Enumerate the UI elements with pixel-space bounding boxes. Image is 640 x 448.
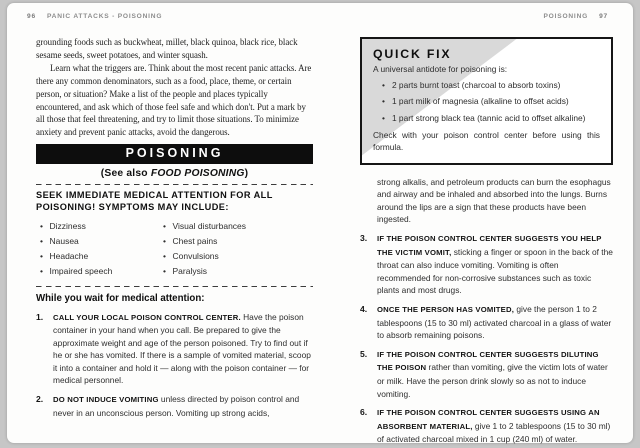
running-header [7, 13, 633, 20]
section-title-bar: POISONING [36, 144, 313, 164]
see-also-reference: FOOD POISONING [150, 167, 245, 179]
see-also-line [36, 168, 313, 179]
intro-paragraph-2: Learn what the triggers are. Think about the most recent panic attacks. Are there any common denominators, such as a food, place, theme, or certain person, or situation? Make a list of the people and places typically encountered, and ask which of those feel safe and which don't. Put a mark by all those that feel threatening, and try to limit those situations. To minimize anxiety and prevent panic attacks, avoid the dangerous. [36, 62, 312, 138]
bullet-icon: • [163, 265, 166, 276]
symptom-item [159, 251, 313, 266]
step-2-continuation: strong alkalis, and petroleum products can burn the esophagus and airway and be inhaled and absorbed into the lungs. Burns around the lips are a sign that these products have been ingested. [377, 176, 611, 225]
symptom-item [36, 251, 159, 266]
quick-fix-bullet [382, 113, 600, 123]
step-item-1 [36, 311, 313, 387]
symptom-label: Visual disturbances [172, 220, 247, 231]
running-header-left [27, 13, 162, 20]
quick-fix-outro: Check with your poison control center before using this formula. [373, 130, 600, 153]
symptoms-list [36, 221, 313, 281]
step-text [377, 232, 613, 297]
bullet-icon: • [163, 235, 166, 246]
symptom-label: Paralysis [172, 265, 207, 276]
step-number: 6. [360, 407, 368, 418]
bullet-icon: • [382, 96, 385, 106]
quick-fix-title: QUICK FIX [373, 47, 452, 61]
bullet-icon: • [40, 220, 43, 231]
step-body: unless directed by poison control and never in an unconscious person. Vomiting up strong acids, [53, 393, 300, 418]
step-text [377, 348, 613, 400]
step-number: 2. [36, 393, 44, 404]
symptom-label: Impaired speech [49, 265, 113, 276]
symptom-item [36, 221, 159, 236]
instruction-steps-left [36, 311, 313, 420]
bullet-icon: • [163, 250, 166, 261]
quick-fix-box [360, 37, 613, 165]
step-body: sticking a finger or spoon in the back of the throat can also induce vomiting. Vomiting is often recommended for non-corrosive substances such as toxic plants and most drugs. [377, 246, 613, 296]
step-text [377, 303, 613, 342]
step-body: Have the poison container in your hand when you call. Be prepared to give the approximate weight and age of the person poisoned. Try to find out if he or she has vomited. If there is a sample of vomited material, scoop it into a container and hold it — along with the poison container — for medical personnel. [53, 311, 311, 386]
see-also-prefix: (See also [100, 167, 151, 179]
step-item-3 [360, 232, 613, 297]
page-right-column [360, 37, 613, 446]
step-number: 3. [360, 233, 368, 244]
step-lead: IF THE POISON CONTROL CENTER SUGGESTS YOU HELP THE VICTIM VOMIT, [377, 234, 602, 257]
step-number: 1. [36, 311, 44, 322]
symptom-label: Dizziness [49, 220, 86, 231]
bullet-text: 1 part milk of magnesia (alkaline to offset acids) [391, 96, 569, 106]
symptom-item [36, 266, 159, 281]
step-body: give the person 1 to 2 tablespoons (15 to 30 ml) activated charcoal in a glass of water to absorb remaining poisons. [377, 304, 612, 341]
quick-fix-bullet [382, 80, 600, 90]
step-body: give 1 to 2 tablespoons (15 to 30 ml) of activated charcoal mixed in 1 cup (240 ml) of water. [377, 420, 611, 445]
bullet-text: 2 parts burnt toast (charcoal to absorb toxins) [391, 79, 561, 90]
bullet-text: 1 part strong black tea (tannic acid to offset alkaline) [391, 112, 586, 123]
bullet-icon: • [40, 250, 43, 261]
step-text [377, 406, 613, 446]
wait-instructions-heading: While you wait for medical attention: [36, 293, 205, 305]
page-number-left: 96 [27, 13, 36, 20]
symptom-label: Convulsions [172, 250, 219, 261]
intro-paragraph-1: grounding foods such as buckwheat, millet, black quinoa, black rice, black sesame seeds, sweet potatoes, and winter squash. [36, 37, 298, 60]
step-item-4 [360, 303, 613, 342]
quick-fix-intro: A universal antidote for poisoning is: [373, 63, 508, 74]
quick-fix-bullets [373, 80, 600, 123]
step-item-6 [360, 406, 613, 446]
symptom-label: Headache [49, 250, 89, 261]
bullet-icon: • [40, 235, 43, 246]
step-item-5 [360, 348, 613, 400]
panic-attacks-continuation [36, 36, 313, 139]
step-item-2 [36, 393, 313, 419]
step-lead: DO NOT INDUCE VOMITING [53, 394, 159, 404]
quick-fix-content [373, 47, 600, 154]
warning-heading: SEEK IMMEDIATE MEDICAL ATTENTION FOR ALL POISONING! SYMPTOMS MAY INCLUDE: [36, 190, 273, 213]
bullet-icon: • [163, 220, 166, 231]
running-title-left: PANIC ATTACKS - POISONING [46, 13, 163, 20]
running-title-right: POISONING [543, 13, 589, 20]
symptom-item [159, 221, 313, 236]
symptom-label: Nausea [49, 235, 79, 246]
dashed-divider [36, 286, 313, 288]
symptom-label: Chest pains [172, 235, 218, 246]
step-lead: CALL YOUR LOCAL POISON CONTROL CENTER. [53, 312, 241, 322]
bullet-icon: • [40, 265, 43, 276]
symptom-item [159, 236, 313, 251]
page-left-column [36, 36, 313, 419]
bullet-icon: • [382, 112, 385, 123]
step-lead: ONCE THE PERSON HAS VOMITED, [377, 305, 515, 315]
step-body: rather than vomiting, give the victim lots of water or milk. Have the person drink slowly so as not to induce vomiting. [377, 362, 608, 399]
see-also-suffix: ) [244, 167, 249, 179]
step-text [53, 393, 313, 419]
quick-fix-bullet [382, 96, 600, 106]
symptom-item [36, 236, 159, 251]
instruction-steps-right [360, 232, 613, 446]
book-page-spread [7, 3, 633, 443]
step-lead: IF THE POISON CONTROL CENTER SUGGESTS USING AN ABSORBENT MATERIAL, [377, 408, 600, 431]
bullet-icon: • [382, 79, 385, 90]
step-lead: IF THE POISON CONTROL CENTER SUGGESTS DILUTING THE POISON [377, 349, 599, 373]
symptom-item [159, 266, 313, 281]
dashed-divider [36, 184, 313, 186]
running-header-right [543, 13, 608, 20]
page-number-right: 97 [599, 13, 608, 20]
step-number: 4. [360, 304, 368, 315]
step-number: 5. [360, 348, 368, 359]
step-text [53, 311, 313, 387]
